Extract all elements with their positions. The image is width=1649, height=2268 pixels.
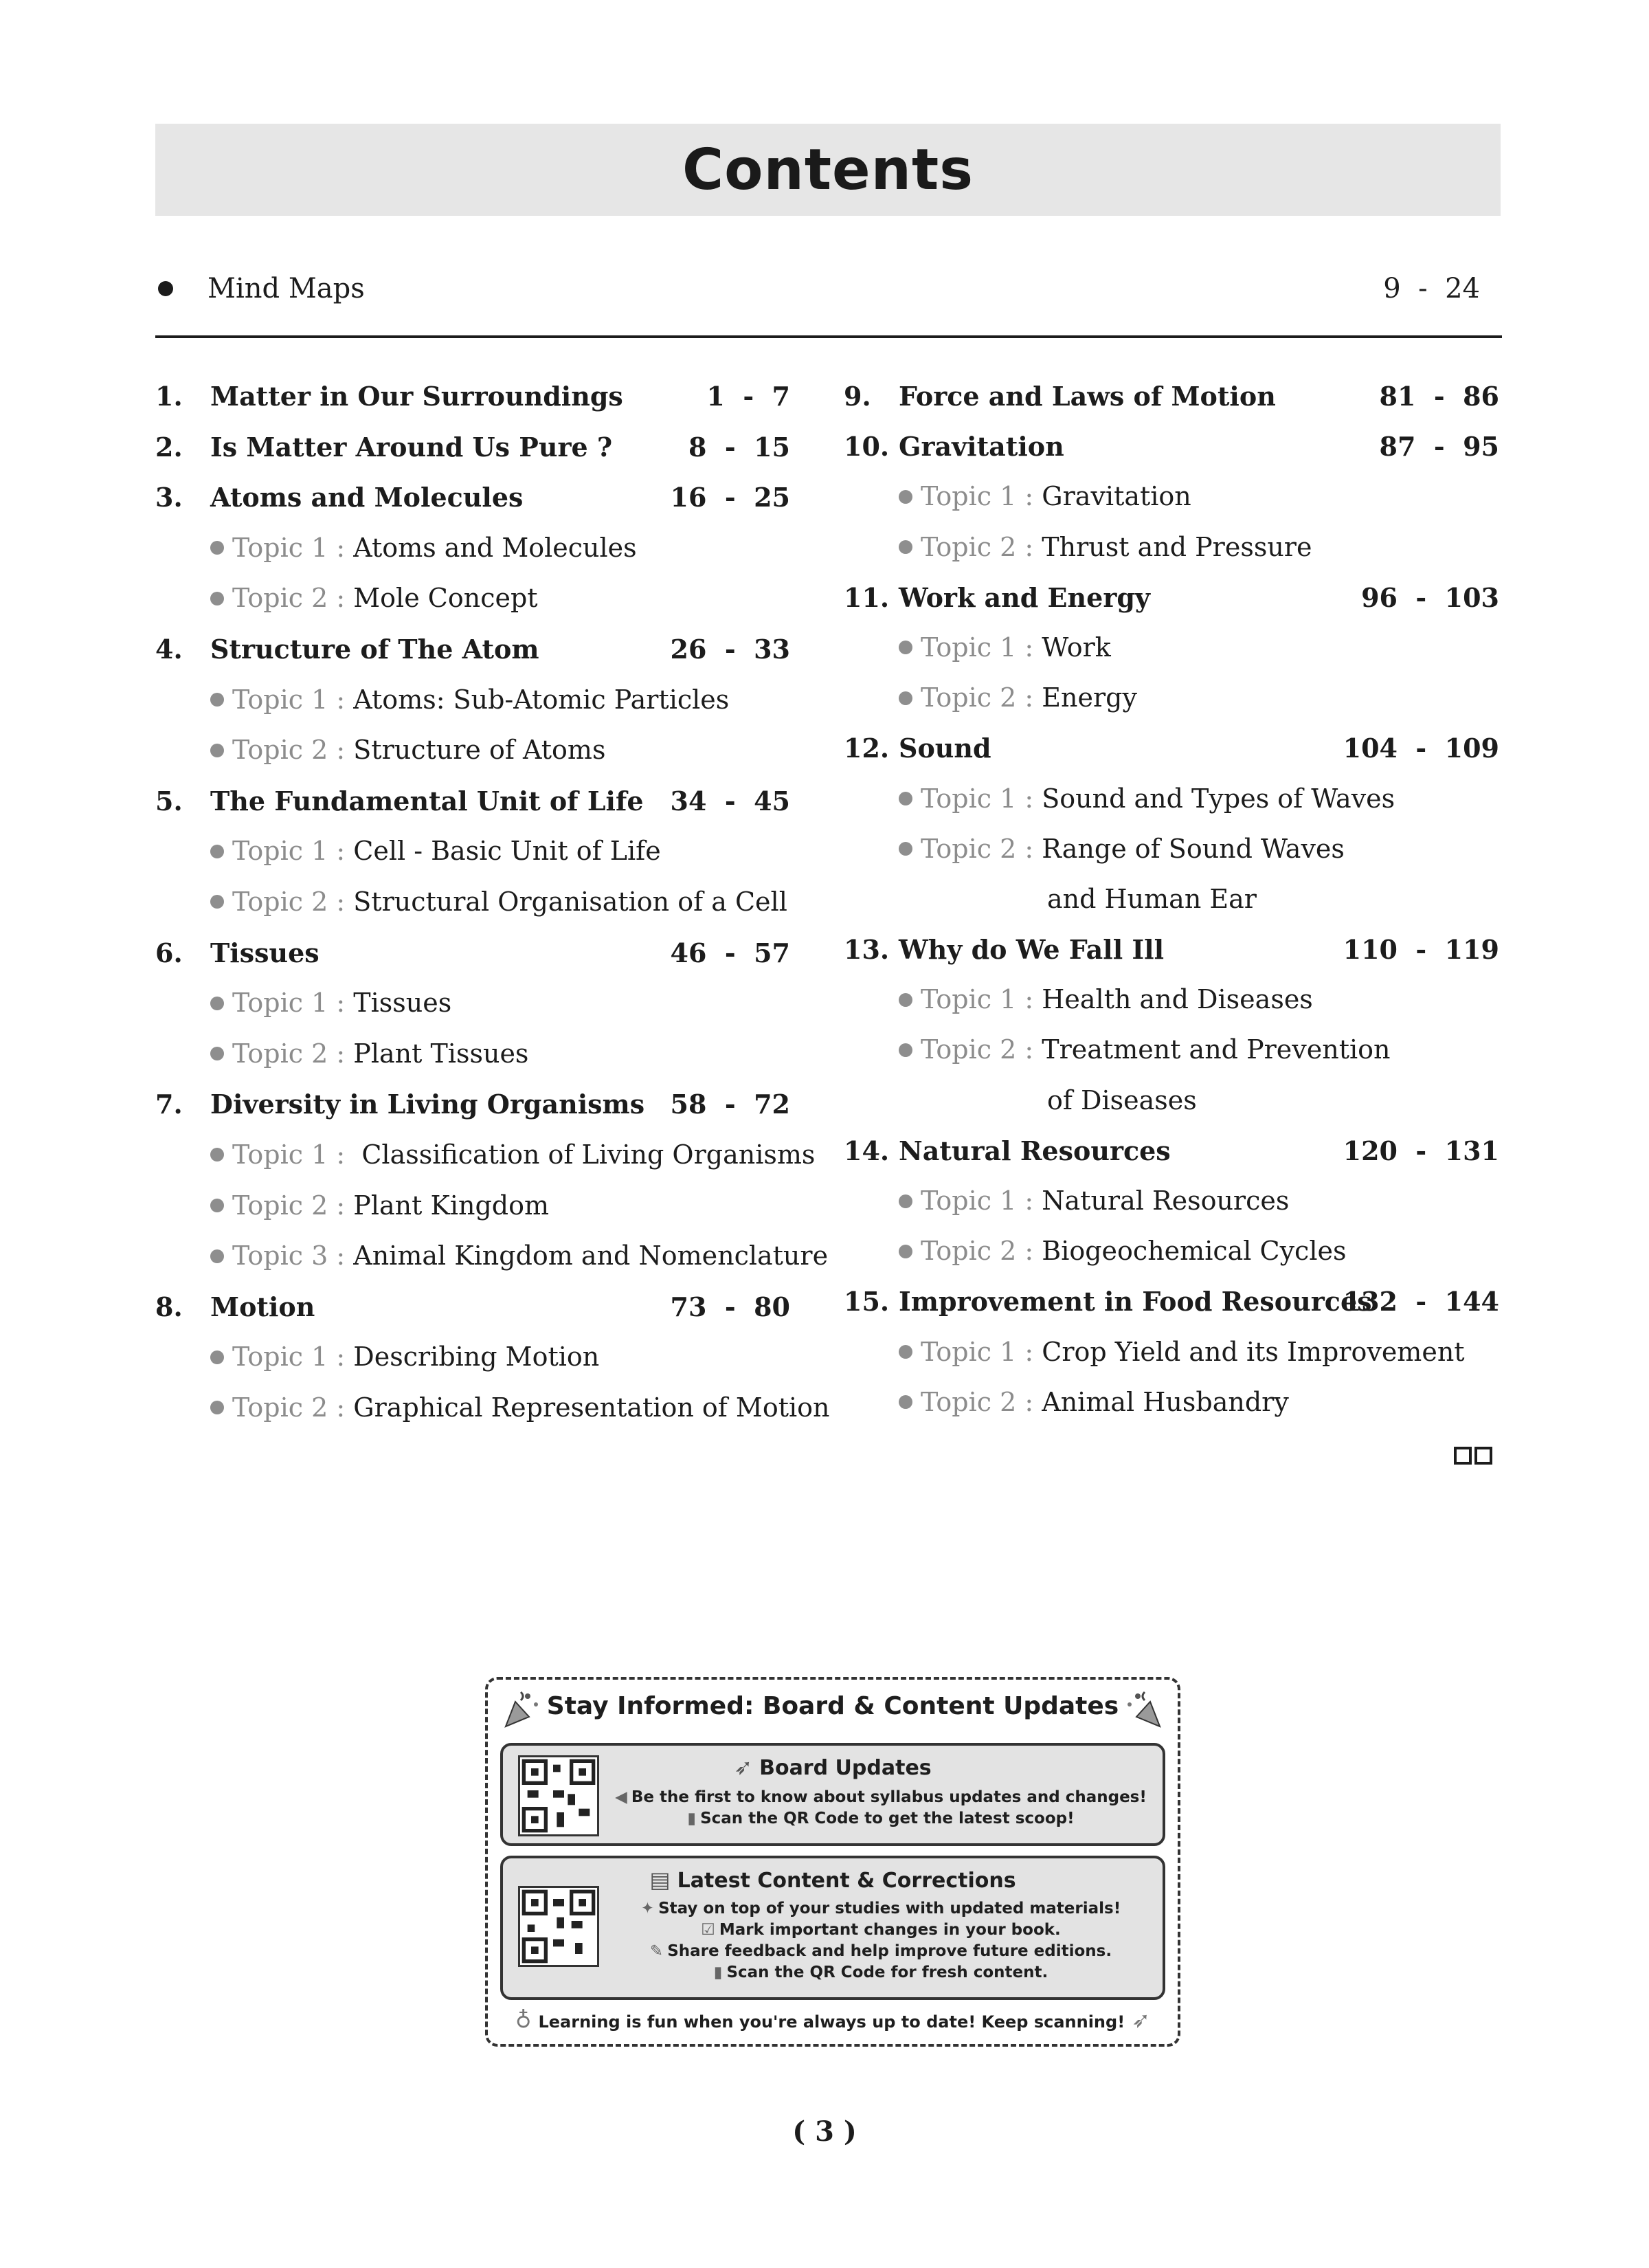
rocket-icon: ➶ [1132, 2007, 1150, 2033]
topic-entry [155, 1332, 815, 1383]
topic-tag: Topic 2 : [921, 833, 1034, 864]
chapter-pages: 26 - 33 [670, 633, 790, 665]
topic-title: Thrust and Pressure [1042, 531, 1312, 562]
chapter-title: Tissues [210, 937, 319, 968]
page-title: Contents [682, 137, 974, 203]
topic-entry [155, 675, 815, 726]
bullet-icon [210, 1047, 224, 1060]
topic-entry [155, 573, 815, 624]
chapter-entry [844, 924, 1503, 975]
topic-title: Crop Yield and its Improvement [1042, 1336, 1465, 1367]
topic-tag: Topic 1 : [921, 632, 1034, 663]
topic-tag: Topic 1 : [921, 1336, 1034, 1367]
chapter-title: Why do We Fall Ill [899, 934, 1165, 966]
rocket-icon: ➶ [734, 1754, 753, 1780]
chapter-entry [155, 1282, 815, 1333]
topic-entry [844, 471, 1503, 522]
bullet-icon [899, 540, 912, 554]
topic-tag: Topic 2 : [921, 1386, 1034, 1417]
topic-entry [844, 673, 1503, 723]
chapter-title: Natural Resources [899, 1135, 1171, 1166]
chapter-entry [844, 1126, 1503, 1176]
bullet-icon [210, 1148, 224, 1161]
topic-tag: Topic 1 : [921, 984, 1034, 1015]
topic-tag: Topic 2 : [921, 1034, 1034, 1065]
topic-entry [155, 523, 815, 574]
chapter-title: Diversity in Living Organisms [210, 1089, 645, 1120]
topic-title: Health and Diseases [1042, 984, 1313, 1015]
chapter-number: 6. [155, 937, 183, 968]
topic-title: Atoms: Sub-Atomic Particles [353, 684, 730, 715]
divider [155, 335, 1502, 338]
chapter-title: Improvement in Food Resources [899, 1286, 1372, 1318]
chapter-entry [844, 723, 1503, 773]
topic-tag: Topic 2 : [232, 735, 346, 766]
latest-content-text: ✦ Stay on top of your studies with updated materials! ☑ Mark important changes in your book. ✎ Share feedback and help improve future editions. ▮ Scan the QR Code for fresh content. [640, 1900, 1121, 1981]
chapter-pages: 46 - 57 [670, 937, 790, 968]
topic-entry [155, 826, 815, 877]
topic-title: Work [1042, 632, 1111, 663]
chapter-number: 14. [844, 1135, 890, 1166]
topic-tag: Topic 1 : [921, 783, 1034, 814]
topic-title: of Diseases [1047, 1085, 1197, 1115]
mind-maps-entry [155, 265, 1501, 313]
chapter-pages: 58 - 72 [670, 1089, 790, 1120]
topic-continuation [844, 874, 1503, 924]
topic-tag: Topic 1 : [232, 836, 346, 867]
bullet-icon [899, 691, 912, 705]
topic-entry [844, 1176, 1503, 1226]
bullet-icon [899, 842, 912, 856]
topic-title: Animal Husbandry [1042, 1386, 1289, 1417]
chapter-entry [844, 1276, 1503, 1326]
topic-tag: Topic 1 : [232, 1139, 346, 1170]
topic-entry [844, 774, 1503, 824]
bullet-icon [899, 490, 912, 504]
chapter-number: 10. [844, 431, 890, 463]
topic-title: Tissues [353, 988, 452, 1019]
page-number: ( 3 ) [792, 2115, 857, 2148]
chapter-entry [155, 776, 815, 827]
bullet-icon [210, 1350, 224, 1364]
chapter-title: Motion [210, 1291, 315, 1322]
topic-title: Structure of Atoms [353, 735, 606, 766]
topic-title: Sound and Types of Waves [1042, 783, 1395, 814]
chapter-entry [844, 371, 1503, 421]
chapter-pages: 104 - 109 [1343, 733, 1499, 764]
topic-entry [155, 1130, 815, 1181]
sparkles-icon: ✦ [640, 1900, 655, 1917]
books-icon: ▤ [649, 1867, 671, 1893]
bullet-icon [210, 592, 224, 605]
megaphone-icon: ◀ [615, 1788, 627, 1806]
topic-title: Plant Kingdom [353, 1190, 550, 1221]
topic-entry [844, 824, 1503, 874]
chapter-entry [155, 928, 815, 979]
topic-tag: Topic 2 : [921, 1236, 1034, 1267]
bullet-icon [899, 1345, 912, 1359]
topic-title: Range of Sound Waves [1042, 833, 1345, 864]
bullet-icon [899, 641, 912, 654]
bullet-icon [210, 541, 224, 555]
chapter-entry [844, 421, 1503, 471]
board-updates-text: ◀ Be the first to know about syllabus updates and changes! ▮ Scan the QR Code to get the latest scoop! [615, 1788, 1147, 1827]
chapter-pages: 96 - 103 [1361, 581, 1499, 613]
topic-tag: Topic 1 : [232, 1342, 346, 1372]
topic-tag: Topic 1 : [232, 684, 346, 715]
checkbox-icon: ☑ [701, 1921, 715, 1939]
topic-entry [844, 1025, 1503, 1075]
chapter-entry [844, 572, 1503, 623]
topic-tag: Topic 2 : [232, 583, 346, 614]
chapter-pages: 8 - 15 [688, 431, 790, 463]
bullet-icon [210, 693, 224, 707]
bullet-icon [210, 845, 224, 858]
lightbulb-icon: ♁ [515, 2007, 532, 2033]
updates-heading: Stay Informed: Board & Content Updates [546, 1692, 1119, 1720]
bullet-icon [899, 1194, 912, 1208]
topic-title: Natural Resources [1042, 1186, 1290, 1216]
chapter-number: 15. [844, 1286, 890, 1318]
topic-title: Atoms and Molecules [353, 532, 637, 563]
topic-title: Gravitation [1042, 481, 1191, 512]
contents-right-column [844, 371, 1503, 1427]
bullet-icon [210, 1249, 224, 1263]
topic-continuation [844, 1076, 1503, 1126]
topic-title: Plant Tissues [353, 1038, 529, 1069]
chapter-number: 9. [844, 381, 871, 412]
topic-entry [155, 1231, 829, 1282]
topic-title: and Human Ear [1047, 883, 1257, 914]
board-updates-title: ➶ Board Updates [734, 1754, 932, 1780]
board-updates-card [500, 1743, 1165, 1846]
topic-entry [155, 877, 815, 928]
chapter-pages: 81 - 86 [1379, 381, 1499, 412]
bullet-icon [158, 281, 173, 296]
chapter-number: 2. [155, 431, 183, 463]
chapter-pages: 1 - 7 [706, 381, 790, 412]
topic-entry [844, 1226, 1503, 1276]
chapter-number: 8. [155, 1291, 183, 1322]
chapter-number: 13. [844, 934, 890, 966]
topic-entry [844, 1377, 1503, 1427]
topic-title: Describing Motion [353, 1342, 600, 1372]
qr-code-icon[interactable] [518, 1886, 599, 1967]
topic-entry [844, 1327, 1503, 1377]
topic-entry [155, 725, 815, 776]
chapter-title: Force and Laws of Motion [899, 381, 1276, 412]
bullet-icon [899, 993, 912, 1007]
chapter-entry [155, 422, 815, 473]
topic-title: Graphical Representation of Motion [353, 1392, 830, 1423]
chapter-title: The Fundamental Unit of Life [210, 785, 644, 816]
chapter-entry [155, 472, 815, 523]
chapter-title: Sound [899, 733, 991, 764]
phone-icon: ▮ [713, 1964, 723, 1981]
phone-icon: ▮ [687, 1810, 697, 1827]
chapter-entry [155, 624, 815, 675]
topic-entry [844, 975, 1503, 1025]
chapter-number: 4. [155, 633, 183, 665]
chapter-title: Is Matter Around Us Pure ? [210, 431, 613, 463]
bullet-icon [899, 1245, 912, 1258]
topic-title: Structural Organisation of a Cell [353, 886, 787, 917]
chapter-entry [155, 371, 815, 422]
chapter-pages: 120 - 131 [1343, 1135, 1499, 1166]
topic-tag: Topic 2 : [232, 1038, 346, 1069]
topic-title: Mole Concept [353, 583, 538, 614]
updates-box [485, 1677, 1180, 2047]
title-bar [155, 124, 1501, 216]
bullet-icon [210, 895, 224, 909]
chapter-entry [155, 1079, 815, 1130]
topic-tag: Topic 2 : [232, 886, 346, 917]
bullet-icon [899, 1043, 912, 1057]
chapter-pages: 87 - 95 [1379, 431, 1499, 463]
topic-entry [844, 623, 1503, 673]
mind-maps-pages: 9 - 24 [1383, 273, 1480, 304]
chapter-pages: 132 - 144 [1343, 1286, 1499, 1318]
bullet-icon [210, 1199, 224, 1212]
bullet-icon [210, 744, 224, 757]
end-mark-icon [1454, 1447, 1492, 1465]
chapter-pages: 34 - 45 [670, 785, 790, 816]
topic-title: Animal Kingdom and Nomenclature [353, 1241, 829, 1271]
chapter-number: 5. [155, 785, 183, 816]
topic-tag: Topic 2 : [232, 1190, 346, 1221]
topic-tag: Topic 2 : [921, 682, 1034, 713]
topic-entry [155, 1029, 815, 1080]
topic-tag: Topic 2 : [232, 1392, 346, 1423]
bullet-icon [210, 1401, 224, 1414]
chapter-pages: 110 - 119 [1343, 934, 1499, 966]
topic-entry [844, 522, 1503, 572]
chapter-number: 12. [844, 733, 890, 764]
chapter-number: 11. [844, 581, 890, 613]
topic-title: Biogeochemical Cycles [1042, 1236, 1347, 1267]
latest-content-title: ▤ Latest Content & Corrections [649, 1867, 1016, 1893]
topic-entry [155, 978, 815, 1029]
chapter-title: Gravitation [899, 431, 1064, 463]
topic-tag: Topic 2 : [921, 531, 1034, 562]
chapter-title: Atoms and Molecules [210, 482, 524, 513]
topic-tag: Topic 3 : [232, 1241, 346, 1271]
topic-title: Classification of Living Organisms [353, 1139, 816, 1170]
contents-left-column [155, 371, 830, 1433]
topic-entry [155, 1181, 815, 1232]
party-popper-icon [1121, 1687, 1165, 1731]
chapter-title: Structure of The Atom [210, 633, 539, 665]
chapter-pages: 16 - 25 [670, 482, 790, 513]
mind-maps-label: Mind Maps [207, 273, 365, 304]
chapter-pages: 73 - 80 [670, 1291, 790, 1322]
chapter-title: Work and Energy [899, 581, 1150, 613]
topic-title: Treatment and Prevention [1042, 1034, 1391, 1065]
bullet-icon [899, 1395, 912, 1409]
topic-tag: Topic 1 : [232, 988, 346, 1019]
latest-content-card [500, 1856, 1165, 2000]
topic-tag: Topic 1 : [921, 1186, 1034, 1216]
bullet-icon [210, 997, 224, 1010]
bullet-icon [899, 792, 912, 805]
updates-footer: ♁ Learning is fun when you're always up to date! Keep scanning! ➶ [515, 2007, 1150, 2033]
chapter-number: 1. [155, 381, 183, 412]
chapter-number: 7. [155, 1089, 183, 1120]
topic-tag: Topic 1 : [232, 532, 346, 563]
topic-title: Cell - Basic Unit of Life [353, 836, 661, 867]
chapter-number: 3. [155, 482, 183, 513]
topic-title: Energy [1042, 682, 1137, 713]
topic-entry [155, 1383, 830, 1434]
chapter-title: Matter in Our Surroundings [210, 381, 623, 412]
pencil-icon: ✎ [649, 1942, 664, 1960]
topic-tag: Topic 1 : [921, 481, 1034, 512]
